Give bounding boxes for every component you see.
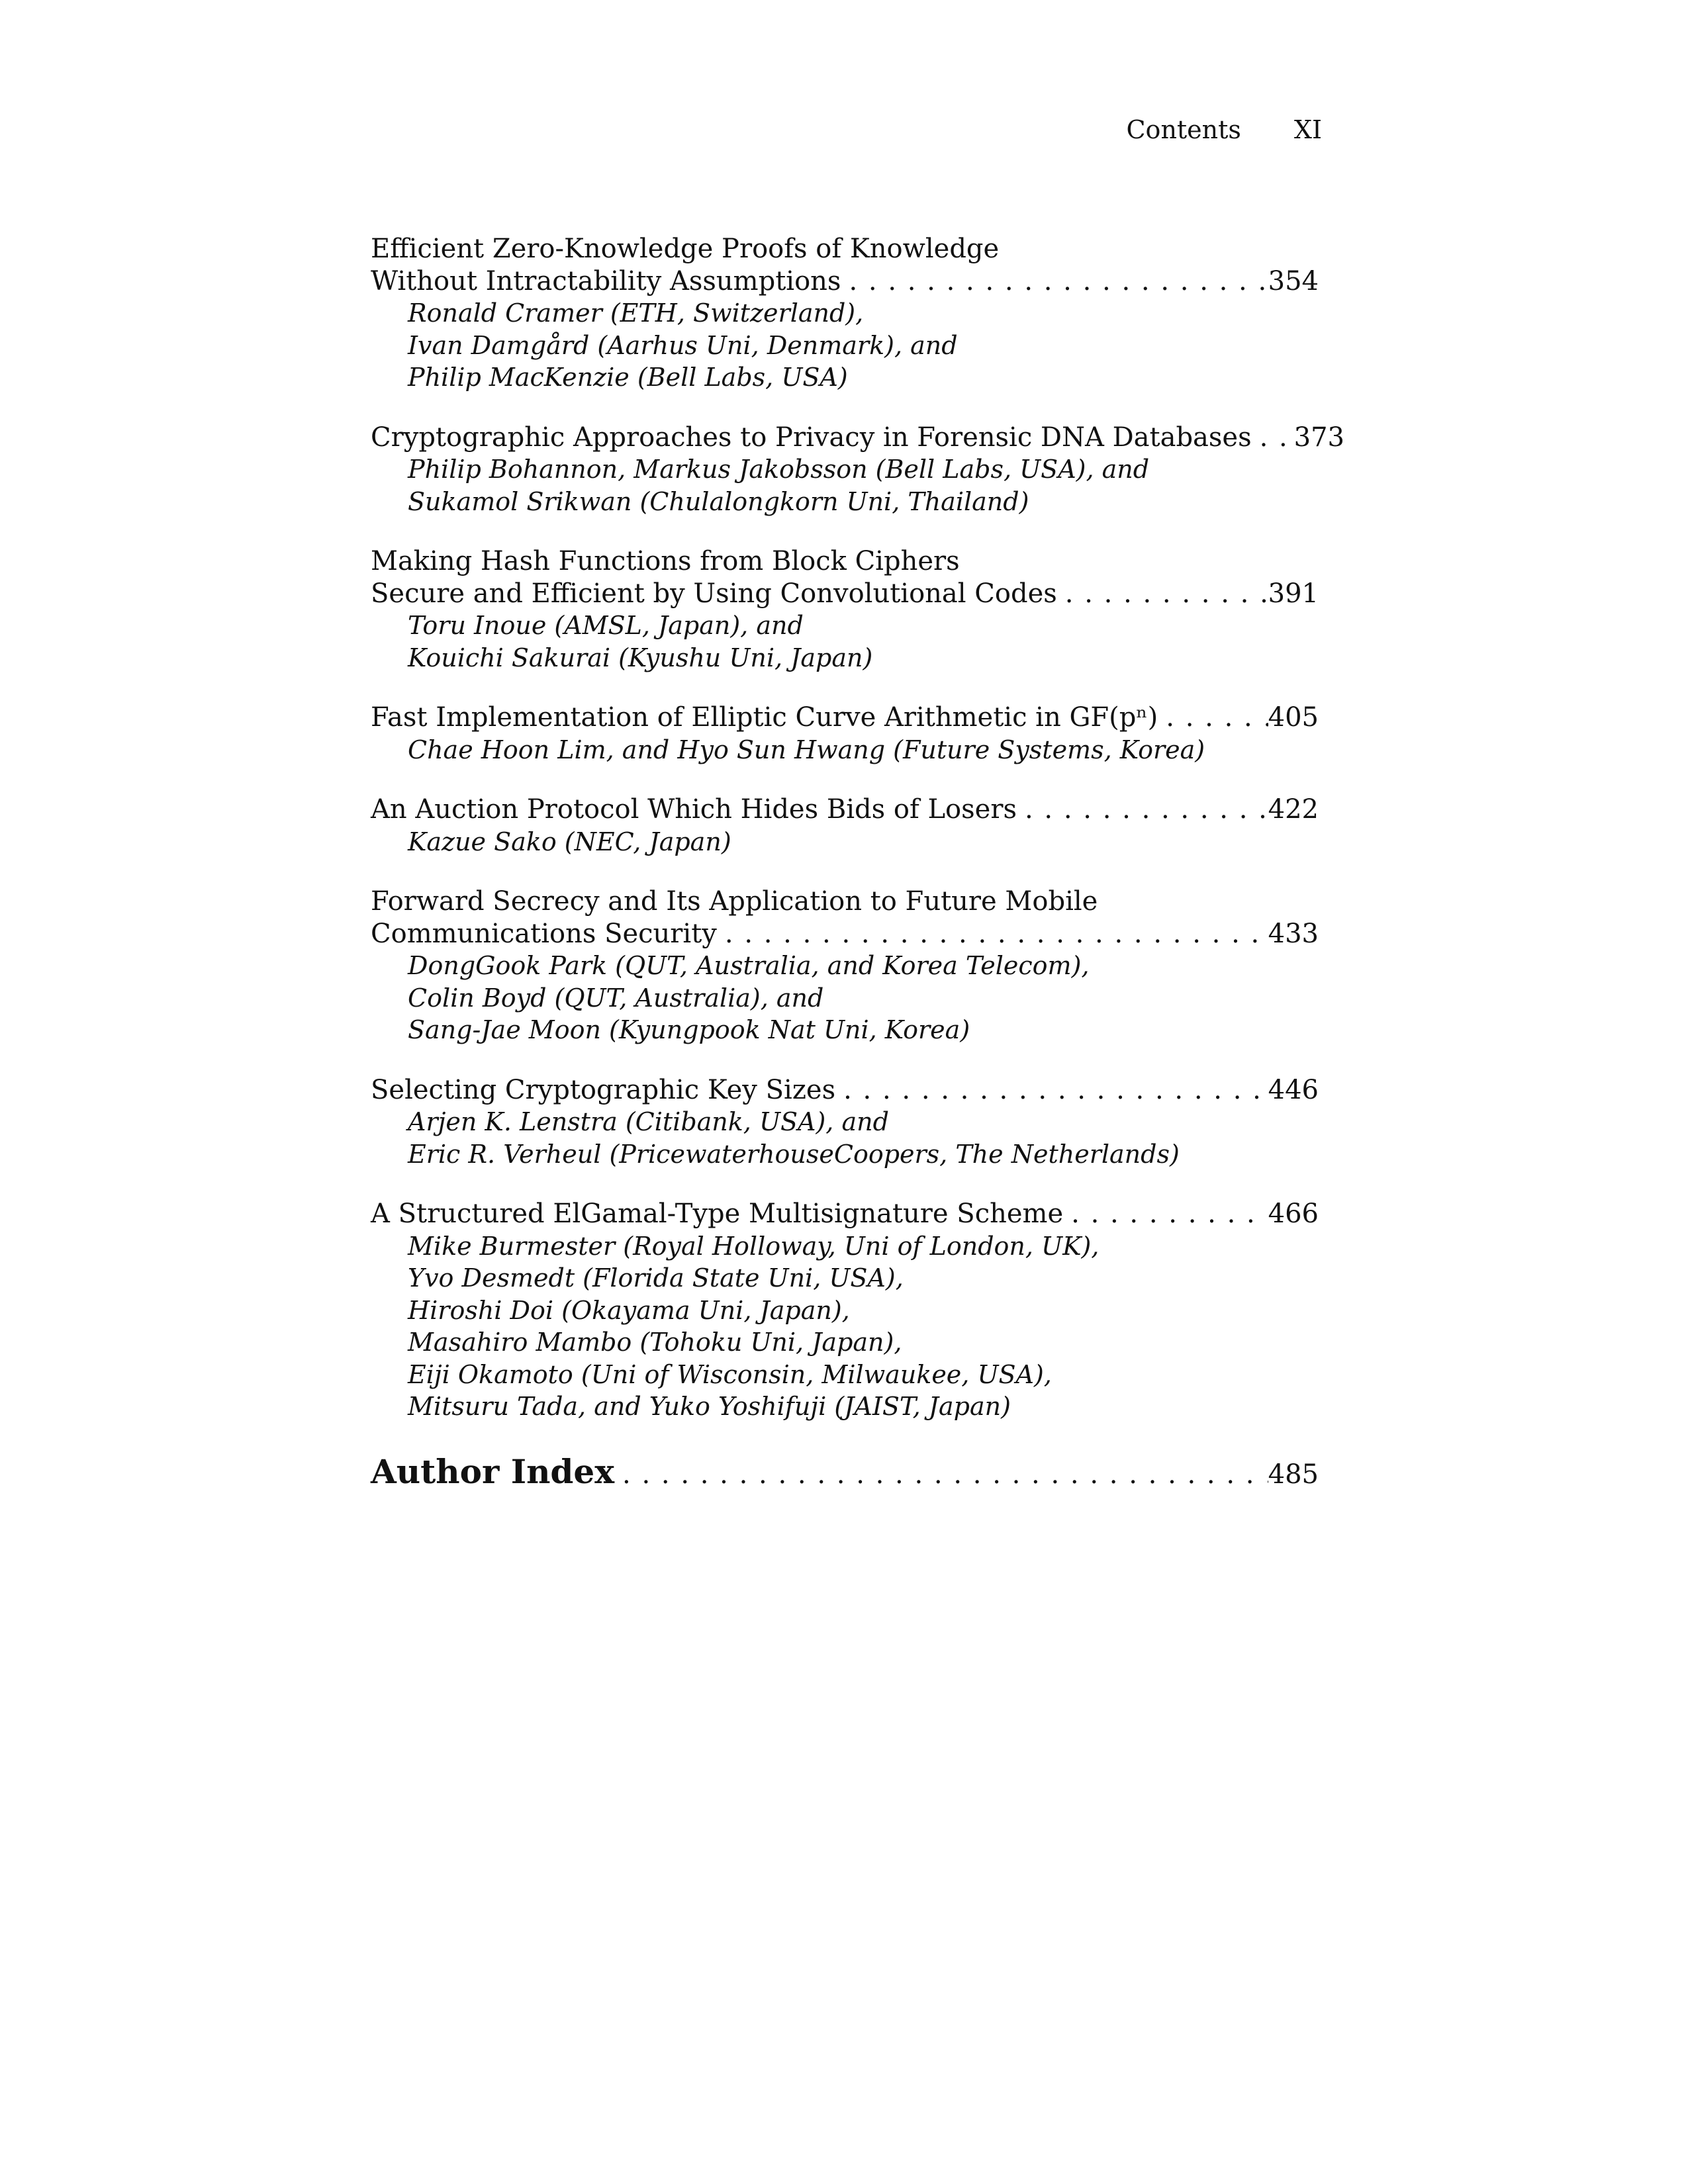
entry-title-line (371, 1198, 1319, 1230)
running-head (1126, 111, 1322, 148)
author-line: Kouichi Sakurai (Kyushu Uni, Japan) (408, 643, 873, 672)
toc-entry-author-index[interactable] (371, 1451, 1319, 1491)
author-line: DongGook Park (QUT, Australia, and Korea Telecom), (408, 951, 1090, 980)
running-head-page-number: XI (1293, 115, 1322, 144)
author-line: Toru Inoue (AMSL, Japan), and (408, 611, 804, 640)
entry-authors (371, 826, 1319, 858)
entry-title-line (371, 794, 1319, 826)
dot-leader (1158, 702, 1268, 734)
toc-entries (371, 233, 1344, 1423)
author-line: Masahiro Mambo (Tohoku Uni, Japan), (408, 1328, 902, 1357)
entry-title-line (371, 1074, 1319, 1107)
entry-title: Without Intractability Assumptions (371, 265, 841, 296)
dot-leader (1017, 794, 1268, 826)
entry-authors (371, 297, 1319, 394)
author-line: Kazue Sako (NEC, Japan) (408, 827, 731, 856)
entry-authors (371, 1106, 1319, 1170)
toc-entry[interactable] (371, 886, 1319, 1046)
entry-title-line (371, 918, 1319, 950)
entry-title: Making Hash Functions from Block Ciphers (371, 546, 960, 576)
author-line: Sukamol Srikwan (Chulalongkorn Uni, Thailand) (408, 486, 1029, 516)
entry-page-number: 391 (1268, 578, 1319, 609)
entry-title: Communications Security (371, 918, 717, 949)
dot-leader (1057, 578, 1268, 610)
entry-title-line (371, 886, 1319, 918)
entry-title: Forward Secrecy and Its Application to Future Mobile (371, 886, 1098, 917)
entry-title: Cryptographic Approaches to Privacy in Forensic DNA Databases (371, 422, 1252, 453)
entry-title: An Auction Protocol Which Hides Bids of Losers (371, 794, 1017, 825)
running-head-section: Contents (1126, 115, 1241, 144)
entry-page-number: 405 (1268, 702, 1319, 733)
entry-authors (371, 1230, 1319, 1423)
toc-entry[interactable] (371, 233, 1319, 394)
entry-page-number: 433 (1268, 918, 1319, 949)
entry-title: A Structured ElGamal-Type Multisignature Scheme (371, 1199, 1064, 1229)
author-line: Colin Boyd (QUT, Australia), and (408, 983, 824, 1013)
dot-leader (1252, 422, 1294, 454)
toc-entry[interactable] (371, 545, 1319, 674)
toc-entry[interactable] (371, 1198, 1319, 1423)
author-line: Ivan Damgård (Aarhus Uni, Denmark), and (408, 330, 958, 360)
entry-authors (371, 950, 1319, 1046)
entry-title-line (371, 702, 1319, 734)
entry-page-number: 466 (1268, 1199, 1319, 1229)
author-line: Eiji Okamoto (Uni of Wisconsin, Milwaukee, USA), (408, 1359, 1052, 1389)
entry-title: Secure and Efficient by Using Convolutional Codes (371, 578, 1057, 609)
entry-authors (371, 734, 1319, 766)
dot-leader (841, 265, 1268, 298)
entry-title-line (371, 265, 1319, 298)
author-line: Sang-Jae Moon (Kyungpook Nat Uni, Korea) (408, 1015, 970, 1044)
entry-title: Fast Implementation of Elliptic Curve Arithmetic in GF(pⁿ) (371, 702, 1158, 733)
dot-leader (1063, 1198, 1268, 1230)
author-line: Arjen K. Lenstra (Citibank, USA), and (408, 1107, 889, 1136)
entry-page-number: 422 (1268, 794, 1319, 825)
author-line: Yvo Desmedt (Florida State Uni, USA), (408, 1263, 904, 1293)
author-line: Eric R. Verheul (PricewaterhouseCoopers, The Netherlands) (408, 1139, 1180, 1169)
author-index-page: 485 (1268, 1459, 1319, 1490)
author-line: Hiroshi Doi (Okayama Uni, Japan), (408, 1295, 850, 1325)
dot-leader (717, 918, 1268, 950)
entry-authors (371, 610, 1319, 674)
entry-authors (371, 453, 1319, 518)
toc-entry[interactable] (371, 1074, 1319, 1171)
entry-title-line (371, 578, 1319, 610)
entry-title: Selecting Cryptographic Key Sizes (371, 1074, 836, 1105)
author-line: Mitsuru Tada, and Yuko Yoshifuji (JAIST, Japan) (408, 1392, 1011, 1421)
entry-title: Efficient Zero-Knowledge Proofs of Knowledge (371, 234, 1000, 264)
table-of-contents (371, 233, 1344, 1491)
entry-title-line (371, 422, 1344, 454)
toc-entry[interactable] (371, 794, 1319, 858)
toc-entry[interactable] (371, 422, 1344, 518)
dot-leader (614, 1459, 1268, 1491)
entry-title-line (371, 233, 1319, 265)
author-line: Philip MacKenzie (Bell Labs, USA) (408, 363, 848, 392)
entry-page-number: 373 (1293, 422, 1344, 453)
author-line: Philip Bohannon, Markus Jakobsson (Bell Labs, USA), and (408, 455, 1150, 484)
entry-page-number: 354 (1268, 265, 1319, 296)
dot-leader (835, 1074, 1268, 1107)
entry-page-number: 446 (1268, 1074, 1319, 1105)
author-index-label: Author Index (371, 1451, 615, 1491)
entry-title-line (371, 545, 1319, 578)
author-line: Chae Hoon Lim, and Hyo Sun Hwang (Future Systems, Korea) (408, 735, 1205, 764)
author-line: Mike Burmester (Royal Holloway, Uni of London, UK), (408, 1231, 1100, 1261)
author-line: Ronald Cramer (ETH, Switzerland), (408, 298, 864, 328)
toc-entry[interactable] (371, 702, 1319, 766)
